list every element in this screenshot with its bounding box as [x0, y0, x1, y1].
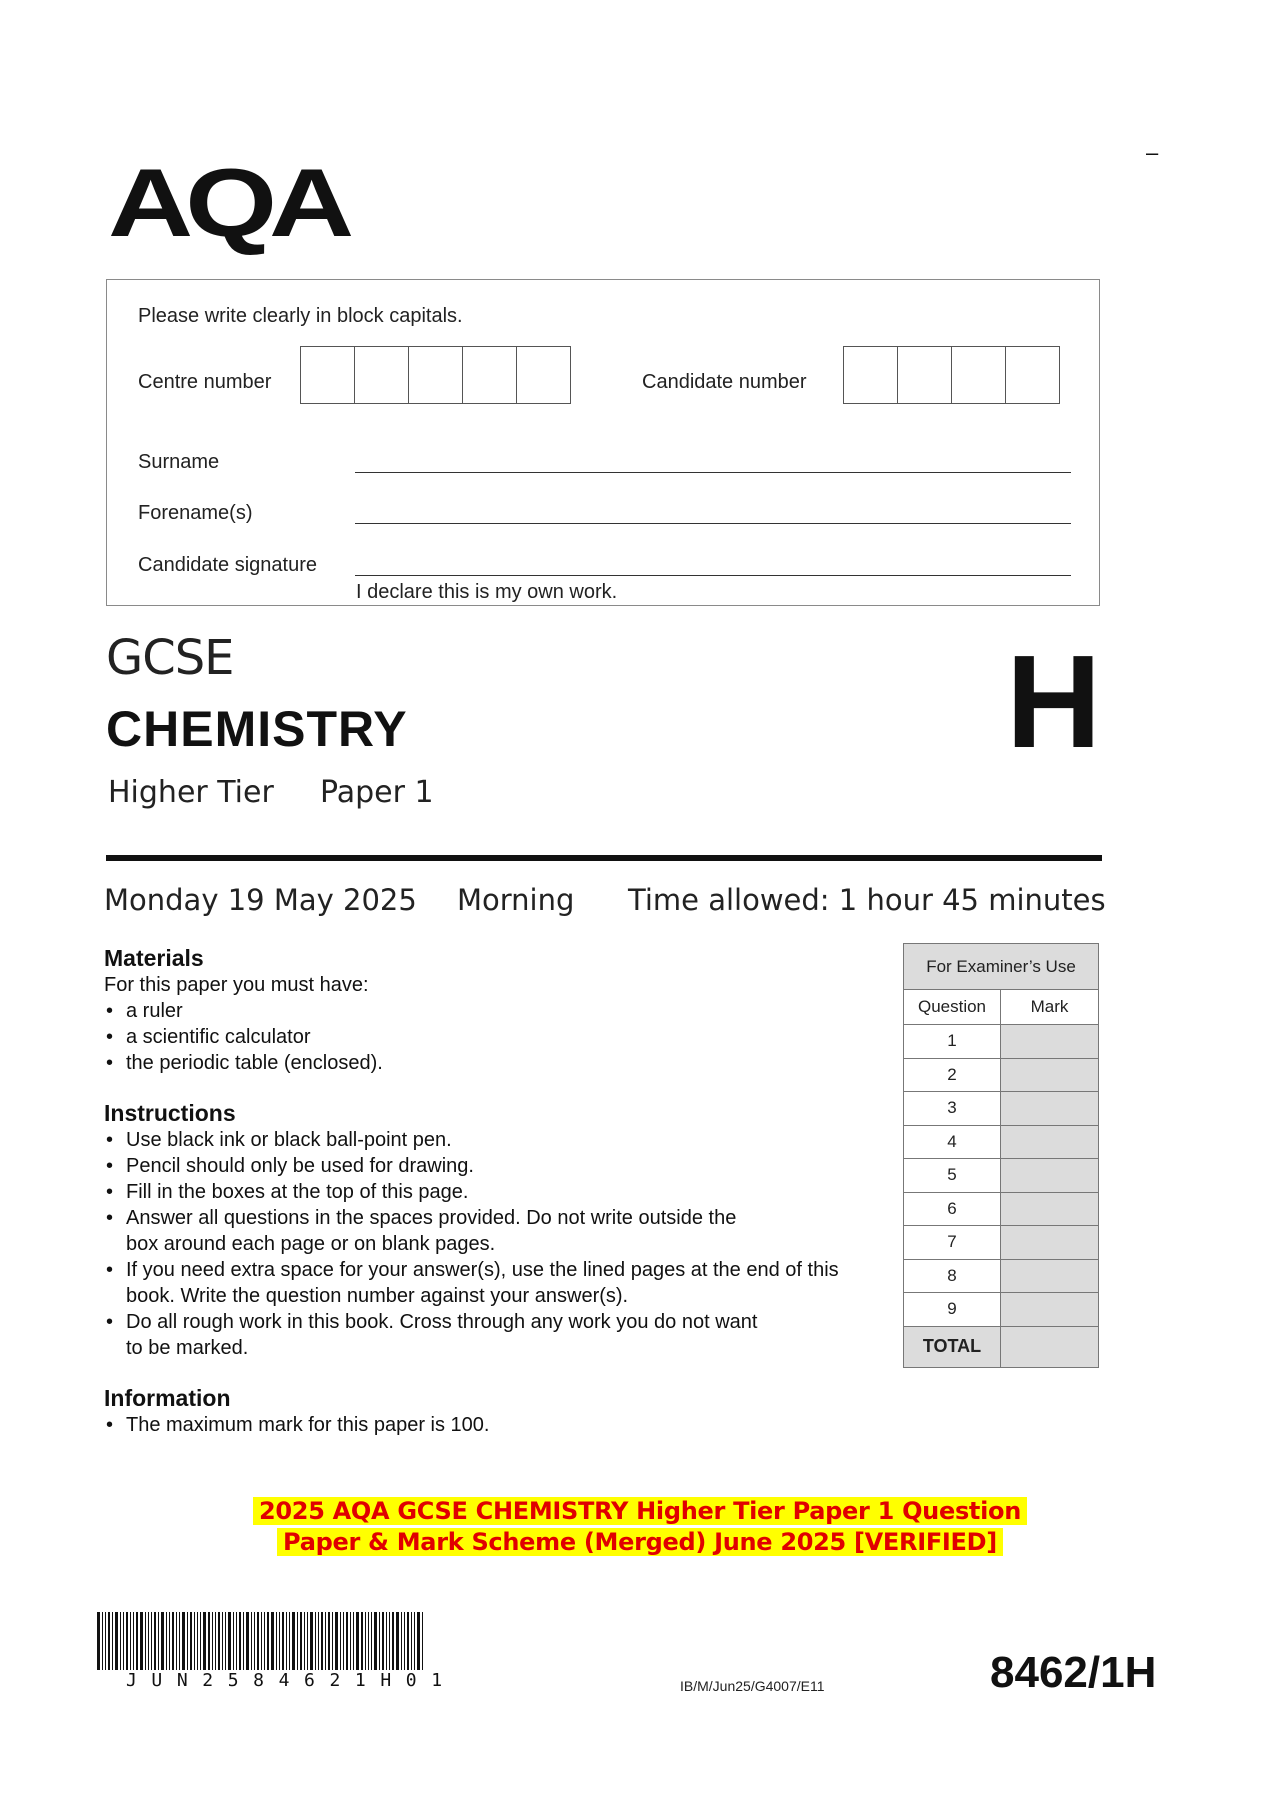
reference-code: IB/M/Jun25/G4007/E11 — [680, 1678, 825, 1694]
qualification-title: GCSE — [106, 630, 234, 686]
barcode-bar — [304, 1612, 305, 1670]
barcode-bar — [365, 1612, 366, 1670]
barcode-bar — [225, 1612, 226, 1670]
barcode-bar — [182, 1612, 185, 1670]
list-item: • The maximum mark for this paper is 100. — [104, 1412, 874, 1438]
question-column-header: Question — [904, 990, 1001, 1025]
barcode-bar — [422, 1612, 423, 1670]
barcode-bar — [325, 1612, 326, 1670]
barcode-bar — [407, 1612, 409, 1670]
barcode-bar — [97, 1612, 100, 1670]
barcode-bar — [389, 1612, 390, 1670]
barcode-bar — [417, 1612, 420, 1670]
materials-list — [104, 998, 884, 1076]
mark-cell[interactable] — [1001, 1159, 1099, 1193]
barcode-bar — [286, 1612, 287, 1670]
barcode-bar — [332, 1612, 333, 1670]
banner-line-2 — [0, 1528, 1280, 1556]
list-item: • Answer all questions in the spaces provided. Do not write outside the box around each page or on blank pages. — [104, 1205, 874, 1257]
barcode-bar — [161, 1612, 164, 1670]
barcode-bar — [289, 1612, 290, 1670]
barcode-bar — [233, 1612, 234, 1670]
barcode-bar — [257, 1612, 259, 1670]
barcode-bar — [194, 1612, 195, 1670]
list-item: • Use black ink or black ball-point pen. — [104, 1127, 874, 1153]
barcode-bar — [197, 1612, 198, 1670]
barcode-bar — [392, 1612, 394, 1670]
barcode-bar — [148, 1612, 149, 1670]
banner-text: 2025 AQA GCSE CHEMISTRY Higher Tier Paper 1 Question — [253, 1497, 1027, 1525]
block-capitals-instruction: Please write clearly in block capitals. — [138, 305, 463, 327]
barcode-bar — [321, 1612, 323, 1670]
banner-text: Paper & Mark Scheme (Merged) June 2025 [VERIFIED] — [277, 1528, 1003, 1556]
barcode-bar — [112, 1612, 113, 1670]
question-number: 7 — [904, 1226, 1001, 1260]
barcode-bar — [115, 1612, 118, 1670]
barcode-bar — [374, 1612, 377, 1670]
declaration-text: I declare this is my own work. — [356, 581, 618, 603]
barcode-bar — [179, 1612, 180, 1670]
candidate-digit-box[interactable] — [843, 346, 898, 404]
paper-label: Paper 1 — [320, 775, 434, 810]
barcode-bar — [254, 1612, 255, 1670]
barcode-bar — [187, 1612, 188, 1670]
centre-digit-box[interactable] — [516, 346, 571, 404]
barcode-bar — [218, 1612, 220, 1670]
barcode-bar — [279, 1612, 280, 1670]
barcode-bar — [335, 1612, 338, 1670]
barcode-bar — [411, 1612, 412, 1670]
question-number: 3 — [904, 1092, 1001, 1126]
mark-cell[interactable] — [1001, 1058, 1099, 1092]
barcode-bar — [203, 1612, 206, 1670]
barcode-bar — [271, 1612, 274, 1670]
centre-number-boxes — [300, 346, 571, 404]
barcode-text: JUN2584621H01 — [126, 1670, 457, 1691]
aqa-logo: AQA — [108, 149, 347, 258]
barcode-bar — [208, 1612, 210, 1670]
barcode-bar — [158, 1612, 159, 1670]
barcode-bar — [396, 1612, 399, 1670]
barcode-bar — [361, 1612, 363, 1670]
barcode-bar — [239, 1612, 241, 1670]
mark-column-header: Mark — [1001, 990, 1099, 1025]
barcode-bar — [353, 1612, 354, 1670]
centre-digit-box[interactable] — [354, 346, 409, 404]
total-label: TOTAL — [904, 1326, 1001, 1367]
barcode-bar — [140, 1612, 143, 1670]
barcode-bar — [386, 1612, 387, 1670]
tier-letter: H — [1006, 628, 1102, 775]
mark-cell[interactable] — [1001, 1192, 1099, 1226]
barcode-bar — [228, 1612, 231, 1670]
instructions-list — [104, 1127, 874, 1361]
materials-section — [104, 945, 884, 1076]
barcode-bar — [212, 1612, 213, 1670]
barcode-bar — [401, 1612, 402, 1670]
barcode-bar — [133, 1612, 134, 1670]
barcode-bar — [371, 1612, 372, 1670]
surname-label: Surname — [138, 451, 220, 473]
paper-code: 8462/1H — [990, 1648, 1157, 1697]
barcode-bar — [276, 1612, 277, 1670]
barcode-bar — [267, 1612, 269, 1670]
list-item: • Do all rough work in this book. Cross through any work you do not want to be marked. — [104, 1309, 874, 1361]
barcode-bar — [172, 1612, 174, 1670]
candidate-digit-box[interactable] — [1005, 346, 1060, 404]
corner-mark: – — [1146, 140, 1159, 165]
barcode-bar — [246, 1612, 249, 1670]
candidate-number-label: Candidate number — [642, 371, 807, 393]
barcode-bar — [414, 1612, 415, 1670]
exam-date: Monday 19 May 2025 — [104, 883, 417, 917]
barcode-bar — [356, 1612, 359, 1670]
mark-cell[interactable] — [1001, 1125, 1099, 1159]
barcode-bar — [328, 1612, 330, 1670]
barcode-bar — [251, 1612, 252, 1670]
mark-cell[interactable] — [1001, 1259, 1099, 1293]
barcode-bar — [200, 1612, 201, 1670]
total-mark-cell[interactable] — [1001, 1326, 1099, 1367]
tier-label: Higher Tier — [108, 775, 274, 810]
barcode-bar — [340, 1612, 341, 1670]
information-heading: Information — [104, 1385, 231, 1411]
barcode-bar — [297, 1612, 298, 1670]
barcode-bar — [136, 1612, 138, 1670]
barcode-bar — [350, 1612, 351, 1670]
barcode-bar — [222, 1612, 223, 1670]
divider-rule — [106, 855, 1102, 861]
candidate-digit-box[interactable] — [951, 346, 1006, 404]
candidate-number-boxes — [843, 346, 1060, 404]
list-item: • If you need extra space for your answer(s), use the lined pages at the end of this book. Write the question number against your answer(s). — [104, 1257, 874, 1309]
centre-number-label: Centre number — [138, 371, 272, 393]
mark-cell[interactable] — [1001, 1025, 1099, 1059]
barcode-bar — [264, 1612, 265, 1670]
barcode-bar — [130, 1612, 131, 1670]
centre-digit-box[interactable] — [462, 346, 517, 404]
centre-digit-box[interactable] — [300, 346, 355, 404]
surname-line[interactable] — [355, 472, 1071, 473]
barcode-bar — [169, 1612, 170, 1670]
mark-cell[interactable] — [1001, 1226, 1099, 1260]
barcode-bar — [346, 1612, 348, 1670]
mark-cell[interactable] — [1001, 1092, 1099, 1126]
barcode-bar — [382, 1612, 384, 1670]
barcode-bar — [176, 1612, 177, 1670]
barcode-bar — [282, 1612, 284, 1670]
barcode-bar — [404, 1612, 405, 1670]
list-item: • Fill in the boxes at the top of this page. — [104, 1179, 874, 1205]
exam-session: Morning — [457, 883, 575, 917]
question-number: 6 — [904, 1192, 1001, 1226]
barcode-bar — [190, 1612, 192, 1670]
barcode-bar — [108, 1612, 110, 1670]
forename-label: Forename(s) — [138, 502, 253, 524]
barcode-bar — [236, 1612, 237, 1670]
examiners-use-table — [903, 943, 1099, 1368]
question-number: 1 — [904, 1025, 1001, 1059]
list-item: • a ruler — [104, 998, 884, 1024]
materials-heading: Materials — [104, 945, 204, 971]
mark-cell[interactable] — [1001, 1293, 1099, 1327]
barcode-bar — [120, 1612, 121, 1670]
instructions-section — [104, 1100, 874, 1361]
information-list — [104, 1412, 874, 1438]
centre-digit-box[interactable] — [408, 346, 463, 404]
barcode-bar — [151, 1612, 152, 1670]
barcode-bar — [154, 1612, 156, 1670]
banner-line-1 — [0, 1497, 1280, 1525]
barcode-bar — [343, 1612, 344, 1670]
barcode-bar — [300, 1612, 302, 1670]
barcode-bar — [307, 1612, 308, 1670]
list-item: • a scientific calculator — [104, 1024, 884, 1050]
question-number: 2 — [904, 1058, 1001, 1092]
barcode-bar — [310, 1612, 313, 1670]
instructions-heading: Instructions — [104, 1100, 236, 1126]
barcode-bar — [243, 1612, 244, 1670]
barcode-bar — [318, 1612, 319, 1670]
barcode-bar — [102, 1612, 103, 1670]
barcode-bar — [166, 1612, 167, 1670]
information-section — [104, 1385, 874, 1438]
question-number: 8 — [904, 1259, 1001, 1293]
list-item: • the periodic table (enclosed). — [104, 1050, 884, 1076]
candidate-digit-box[interactable] — [897, 346, 952, 404]
subject-title: CHEMISTRY — [106, 701, 408, 757]
barcode-bar — [105, 1612, 106, 1670]
barcode-bar — [379, 1612, 380, 1670]
barcode-bar — [215, 1612, 216, 1670]
barcode-bar — [368, 1612, 369, 1670]
barcode-bar — [145, 1612, 146, 1670]
barcode-bar — [315, 1612, 316, 1670]
signature-label: Candidate signature — [138, 554, 318, 576]
barcode-bar — [126, 1612, 128, 1670]
list-item: • Pencil should only be used for drawing. — [104, 1153, 874, 1179]
barcode-bar — [123, 1612, 124, 1670]
barcode-bar — [261, 1612, 262, 1670]
time-allowed: Time allowed: 1 hour 45 minutes — [628, 883, 1106, 917]
forename-line[interactable] — [355, 523, 1071, 524]
question-number: 9 — [904, 1293, 1001, 1327]
signature-line[interactable] — [355, 575, 1071, 576]
barcode-bar — [292, 1612, 295, 1670]
examiners-use-title: For Examiner’s Use — [904, 944, 1099, 990]
question-number: 5 — [904, 1159, 1001, 1193]
barcode — [97, 1612, 527, 1670]
question-number: 4 — [904, 1125, 1001, 1159]
materials-intro: For this paper you must have: — [104, 974, 369, 996]
